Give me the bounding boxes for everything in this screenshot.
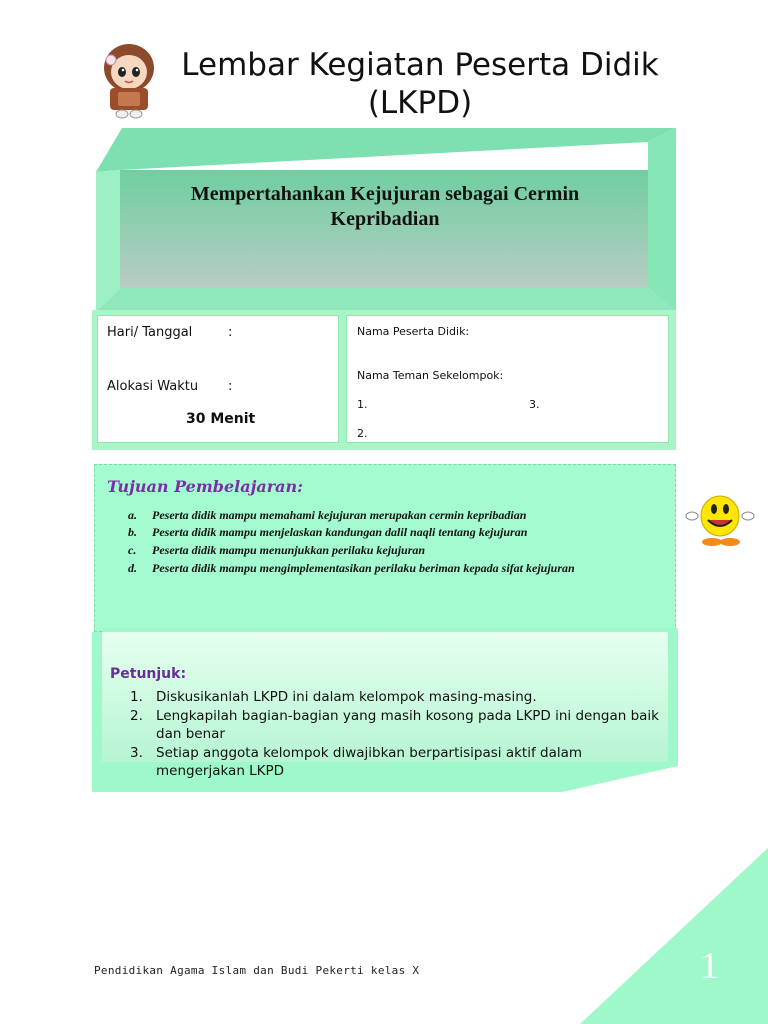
objective-item: d. Peserta didik mampu mengimplementasikan perilaku beriman kepada sifat kejujuran (128, 561, 575, 575)
nama-teman-label: Nama Teman Sekelompok: (357, 369, 504, 382)
page-title (130, 46, 710, 122)
nama-peserta-label: Nama Peserta Didik: (357, 325, 470, 338)
member-number-3: 3. (529, 398, 540, 411)
page-corner-decoration (580, 848, 768, 1024)
topic-title (140, 182, 630, 232)
names-box (346, 315, 669, 443)
page-number: 1 (700, 945, 719, 987)
title-line-2: (LKPD) (367, 85, 473, 121)
objective-item: b. Peserta didik mampu menjelaskan kandungan dalil naqli tentang kejujuran (128, 525, 528, 539)
alokasi-colon: : (228, 379, 233, 394)
objective-item: a. Peserta didik mampu memahami kejujuran merupakan cermin kepribadian (128, 508, 527, 522)
title-line-1: Lembar Kegiatan Peserta Didik (181, 47, 659, 83)
hari-tanggal-label: Hari/ Tanggal (107, 325, 193, 340)
alokasi-waktu-value: 30 Menit (186, 411, 256, 427)
instructions-heading: Petunjuk: (110, 666, 187, 682)
member-number-1: 1. (357, 398, 368, 411)
topic-line-1: Mempertahankan Kejujuran sebagai Cermin (190, 183, 580, 205)
member-number-2: 2. (357, 427, 368, 440)
smiley-thumbs-up-icon (684, 490, 756, 550)
topic-line-2: Kepribadian (330, 208, 440, 230)
alokasi-waktu-label: Alokasi Waktu (107, 379, 199, 394)
identity-section (92, 310, 676, 450)
objective-item: c. Peserta didik mampu menunjukkan perilaku kejujuran (128, 543, 426, 557)
footer-subject: Pendidikan Agama Islam dan Budi Pekerti kelas X (94, 964, 420, 977)
date-time-box (97, 315, 339, 443)
learning-objectives-heading: Tujuan Pembelajaran: (107, 477, 304, 496)
hari-colon: : (228, 325, 233, 340)
